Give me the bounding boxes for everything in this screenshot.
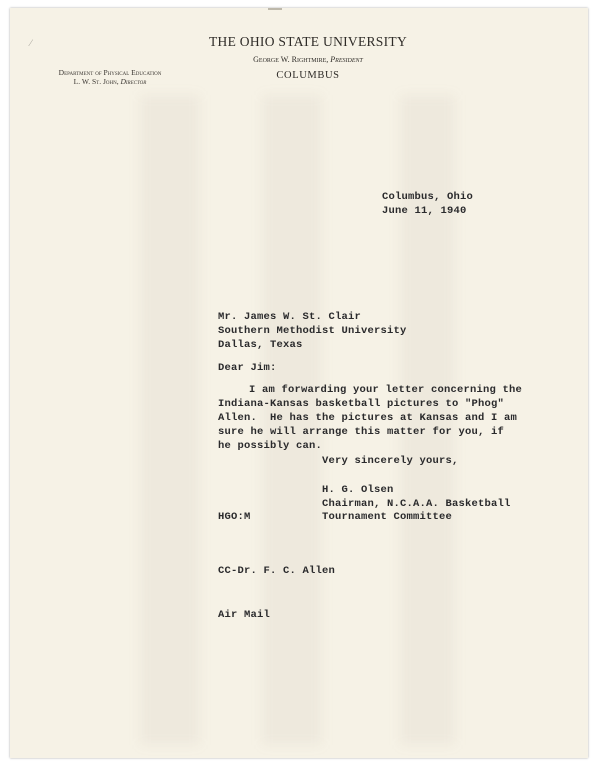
delivery-method: Air Mail <box>218 609 271 621</box>
page-edge-mark <box>268 8 282 10</box>
pencil-mark: ⁄ <box>30 38 32 48</box>
signer-title: Chairman, N.C.A.A. Basketball <box>322 498 511 510</box>
recipient-line: Mr. James W. St. Clair <box>218 311 362 323</box>
body-line: I am forwarding your letter concerning the <box>249 384 523 396</box>
letterhead-president <box>150 55 466 64</box>
president-name: George W. Rightmire, <box>253 55 329 64</box>
signer-name: H. G. Olsen <box>322 484 394 496</box>
bleed-through-shadow <box>140 95 200 745</box>
director-title: Director <box>120 77 147 86</box>
letter-date: June 11, 1940 <box>382 205 467 217</box>
carbon-copy: CC-Dr. F. C. Allen <box>218 565 336 577</box>
body-line: he possibly can. <box>218 440 323 452</box>
president-title: President <box>330 55 363 64</box>
typist-initials: HGO:M <box>218 511 251 523</box>
letterhead-university: THE OHIO STATE UNIVERSITY <box>208 34 408 49</box>
department-director <box>18 77 202 86</box>
recipient-line: Southern Methodist University <box>218 325 407 337</box>
body-line: Allen. He has the pictures at Kansas and I am <box>218 412 518 424</box>
recipient-line: Dallas, Texas <box>218 339 303 351</box>
body-line: sure he will arrange this matter for you, if <box>218 426 505 438</box>
letterhead-city: COLUMBUS <box>276 70 340 81</box>
body-line: Indiana-Kansas basketball pictures to "Phog" <box>218 398 505 410</box>
signer-title: Tournament Committee <box>322 511 453 523</box>
closing: Very sincerely yours, <box>322 455 459 467</box>
department-name: Department of Physical Education <box>58 68 162 77</box>
letter-place: Columbus, Ohio <box>382 191 474 203</box>
director-name: L. W. St. John, <box>73 77 119 86</box>
salutation: Dear Jim: <box>218 362 277 374</box>
